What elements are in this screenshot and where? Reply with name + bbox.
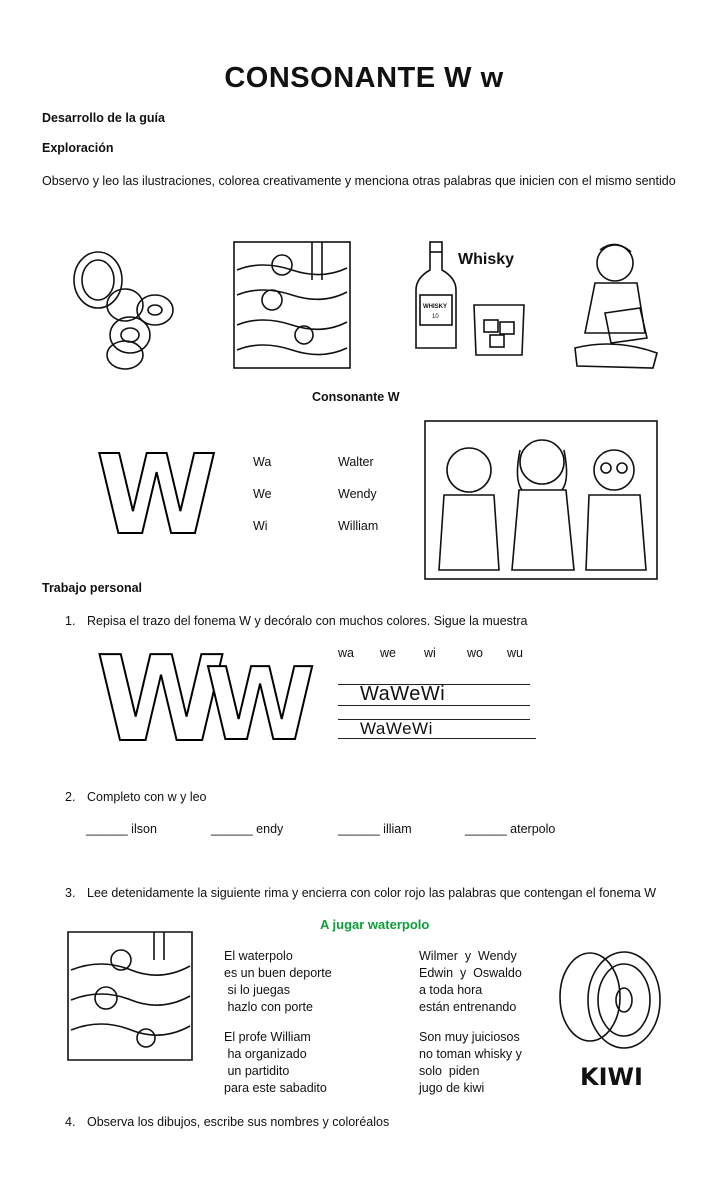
writing-line-2	[338, 705, 530, 706]
poem-line: hazlo con porte	[224, 1000, 313, 1014]
poem-stanza-2	[224, 1029, 327, 1097]
personal-work-heading: Trabajo personal	[42, 581, 143, 595]
kiwi-illustration	[70, 250, 180, 375]
trace-upper-w: W	[96, 630, 227, 768]
poem-line: para este sabadito	[224, 1081, 327, 1095]
poem-line: es un buen deporte	[224, 966, 332, 980]
poem-line: Son muy juiciosos	[419, 1030, 520, 1044]
poem-line: jugo de kiwi	[419, 1081, 485, 1095]
children-illustration	[424, 420, 658, 580]
exercise1-text: Repisa el trazo del fonema W y decóralo con muchos colores. Sigue la muestra	[87, 614, 528, 628]
exploration-heading: Exploración	[42, 141, 114, 155]
exercise3-number: 3.	[65, 886, 76, 900]
syllable-wi-lower: wi	[424, 646, 436, 660]
whisky-label: Whisky	[458, 251, 515, 268]
poem-stanza-1	[224, 948, 332, 1016]
fill-word-wilson: ______ ilson	[86, 822, 157, 836]
boy-laptop-illustration	[565, 238, 665, 373]
big-letter-w: W	[96, 431, 218, 559]
exercise4-number: 4.	[65, 1115, 76, 1129]
name-wendy: Wendy	[338, 487, 377, 501]
syllable-wu-lower: wu	[507, 646, 523, 660]
syllable-we-lower: we	[380, 646, 396, 660]
exercise2-number: 2.	[65, 790, 76, 804]
syllable-wo-lower: wo	[467, 646, 483, 660]
fill-word-william: ______ illiam	[338, 822, 412, 836]
name-william: William	[338, 519, 379, 533]
trace-lower-w: W	[205, 646, 316, 763]
trace-line-2: WaWeWi	[360, 719, 433, 738]
poem-line: El waterpolo	[224, 949, 293, 963]
fill-word-wendy: ______ endy	[211, 822, 284, 836]
kiwi-fruit-illustration	[556, 945, 668, 1095]
trace-line-1: WaWeWi	[360, 683, 446, 705]
whisky-bottle-number: 10	[432, 314, 439, 320]
exercise1-number: 1.	[65, 614, 76, 628]
poem-stanza-3	[419, 948, 522, 1016]
poem-line: ha organizado	[224, 1047, 307, 1061]
waterpolo-illustration	[66, 930, 194, 1062]
consonant-heading: Consonante W	[312, 390, 400, 404]
intro-text: Observo y leo las ilustraciones, colorea creativamente y menciona otras palabras que inicien con el mismo sentido	[42, 174, 676, 188]
writing-line-4	[338, 738, 536, 739]
syllable-wa-lower: wa	[338, 646, 354, 660]
poem-line: si lo juegas	[224, 983, 291, 997]
syllable-wi: Wi	[253, 519, 268, 533]
whisky-illustration	[412, 240, 537, 370]
poem-line: solo piden	[419, 1064, 480, 1078]
exercise3-text: Lee detenidamente la siguiente rima y encierra con color rojo las palabras que contengan el fonema W	[87, 886, 657, 900]
poem-stanza-4	[419, 1029, 522, 1097]
poem-line: no toman whisky y	[419, 1047, 522, 1061]
poem-line: están entrenando	[419, 1000, 517, 1014]
exercise2-text: Completo con w y leo	[87, 790, 207, 804]
name-walter: Walter	[338, 455, 374, 469]
guide-heading: Desarrollo de la guía	[42, 111, 165, 125]
poem-line: Edwin y Oswaldo	[419, 966, 522, 980]
page-title: CONSONANTE W w	[224, 62, 504, 94]
fill-word-waterpolo: ______ aterpolo	[465, 822, 556, 836]
whisky-bottle-label: WHISKY	[423, 304, 447, 310]
poem-line: Wilmer y Wendy	[419, 949, 517, 963]
syllable-we: We	[253, 487, 272, 501]
swimmers-illustration	[232, 240, 352, 370]
syllable-wa: Wa	[253, 455, 272, 469]
poem-title: A jugar waterpolo	[320, 917, 430, 932]
poem-line: a toda hora	[419, 983, 483, 997]
kiwi-label: KIWI	[580, 1063, 643, 1091]
poem-line: El profe William	[224, 1030, 311, 1044]
exercise4-text: Observa los dibujos, escribe sus nombres y coloréalos	[87, 1115, 390, 1129]
poem-line: un partidito	[224, 1064, 290, 1078]
